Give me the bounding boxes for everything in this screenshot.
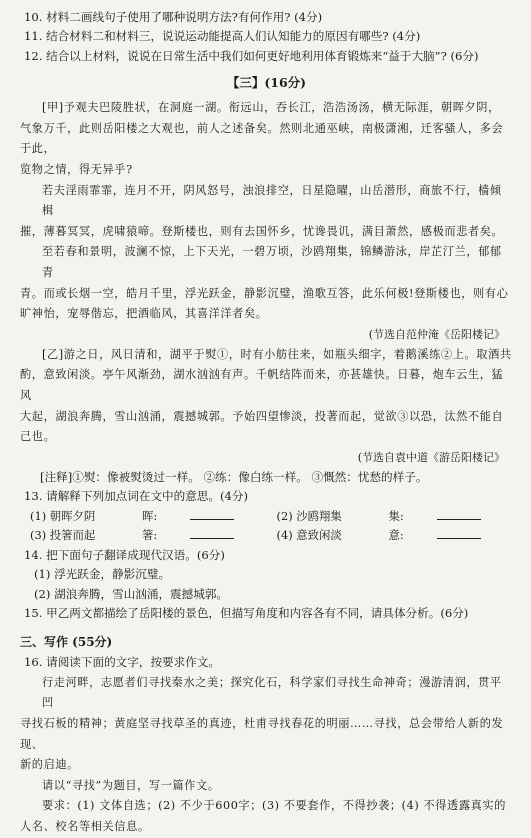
- q14-item: (2) 湖浪奔腾，雪山汹涌，震撼城郭。: [34, 586, 229, 601]
- passage-line: 至若春和景明，波澜不惊，上下天光，一碧万顷，沙鸥翔集，锦鳞游泳，岸芷汀兰，郁郁青: [42, 245, 502, 279]
- prompt-line: 新的启迪。: [20, 758, 79, 772]
- writing-section-heading: 三、写作 (55分): [20, 635, 113, 650]
- q13-item-word: 晖:: [142, 508, 158, 523]
- passage-yi: [20, 345, 513, 448]
- passage-line: 旷神怡，宠辱偕忘，把酒临风，其喜洋洋者矣。: [20, 307, 268, 321]
- q13-item-word: 集:: [388, 508, 404, 523]
- passage-jia-source: (节选自范仲淹《岳阳楼记》: [368, 327, 505, 341]
- question-14: 14. 把下面句子翻译成现代汉语。(6分): [24, 547, 225, 562]
- q13-item: [20, 507, 267, 527]
- passage-line: 若夫淫雨霏霏，连月不开，阴风怒号，浊浪排空，日星隐曜，山岳潜形，商旅不行，樯倾楫: [42, 183, 502, 218]
- question-12: 12. 结合以上材料，说说在日常生活中我们如何更好地利用体育锻炼来“益于大脑”? (6分): [24, 48, 479, 63]
- q13-row: [20, 507, 513, 527]
- writing-prompt: [20, 673, 513, 838]
- q13-item: [20, 526, 267, 546]
- question-11: 11. 结合材料二和材料三，说说运动能提高人们认知能力的原因有哪些? (4分): [24, 29, 421, 44]
- q13-item: [267, 507, 514, 527]
- passage-line: 气象万千，此则岳阳楼之大观也，前人之述备矣。然则北通巫峡，南极潇湘，迁客骚人，多会于此，: [20, 121, 504, 156]
- title-requirement: 请以“寻找”为题目，写一篇作文。: [42, 778, 220, 792]
- section-3-title: 【三】(16分): [226, 75, 307, 91]
- prompt-line: 寻找石板的精神；黄庭坚寻找草圣的真迹，杜甫寻找春花的明丽……寻找，总会带给人新的发现、: [20, 716, 504, 751]
- answer-blank[interactable]: [437, 526, 481, 539]
- q13-item-word: 箸:: [142, 528, 158, 543]
- question-13: 13. 请解释下列加点词在文中的意思。(4分): [24, 489, 249, 504]
- passage-line: 酌，意致闲淡。亭午风渐劲，湖水汹汹有声。千帆结阵而来，亦甚雄快。日暮，炮车云生，猛风: [20, 368, 504, 402]
- q13-item-label: (3) 投箸而起: [30, 528, 96, 543]
- q13-item-label: (4) 意致闲淡: [276, 528, 342, 543]
- requirements-line: 要求：(1) 文体自选；(2) 不少于600字；(3) 不要套作，不得抄袭；(4) 不得透露真实的: [42, 799, 506, 813]
- passage-jia: [20, 98, 513, 325]
- answer-blank[interactable]: [437, 507, 481, 520]
- passage-line: 青。而或长烟一空，皓月千里，浮光跃金，静影沉璧，渔歌互答，此乐何极!登斯楼也，则有心: [20, 286, 509, 300]
- requirements-line: 人名、校名等相关信息。: [20, 819, 150, 833]
- q13-item-label: (1) 朝晖夕阴: [30, 508, 96, 523]
- passage-line: [甲]予观夫巴陵胜状，在洞庭一湖。衔远山，吞长江，浩浩汤汤，横无际涯，朝晖夕阴，: [42, 101, 500, 115]
- passage-line: 摧，薄暮冥冥，虎啸猿啼。登斯楼也，则有去国怀乡，忧谗畏讥，满目萧然，感极而悲者矣。: [20, 224, 504, 238]
- answer-blank[interactable]: [190, 507, 234, 520]
- q14-item: (1) 浮光跃金，静影沉璧。: [34, 567, 171, 582]
- passage-line: 大起，湖浪奔腾，雪山汹涌，震撼城郭。予始四望惨淡，投著而起，觉欲③以恐，汰然不能自己也。: [20, 409, 504, 444]
- q13-row: [20, 526, 513, 546]
- passage-line: [乙]游之日，风日清和，湖平于熨①，时有小舫往来，如瓶头细字，着鹅溪练②上。取酒共: [42, 347, 512, 361]
- question-16: 16. 请阅读下面的文字，按要求作文。: [24, 655, 221, 670]
- q13-item-label: (2) 沙鸥翔集: [276, 508, 342, 523]
- question-10: 10. 材料二画线句子使用了哪种说明方法?有何作用? (4分): [24, 10, 323, 24]
- top-questions: [20, 8, 513, 66]
- answer-blank[interactable]: [190, 526, 234, 539]
- q13-item-word: 意:: [388, 528, 404, 543]
- annotation-notes: [注释]①熨：像被熨烫过一样。 ②练：像白练一样。 ③慨然：忧愁的样子。: [40, 469, 428, 484]
- passage-line: 览物之情，得无异乎?: [20, 163, 133, 176]
- q13-item: [267, 526, 514, 546]
- prompt-line: 行走河畔，志愿者们寻找秦水之美；探究化石，科学家们寻找生命神奇；漫游清润，贯平凹: [42, 675, 502, 710]
- question-15: 15. 甲乙两文都描绘了岳阳楼的景色，但描写角度和内容各有不同，请具体分析。(6分): [24, 605, 469, 620]
- passage-yi-source: (节选自袁中道《游岳阳楼记》: [357, 450, 505, 464]
